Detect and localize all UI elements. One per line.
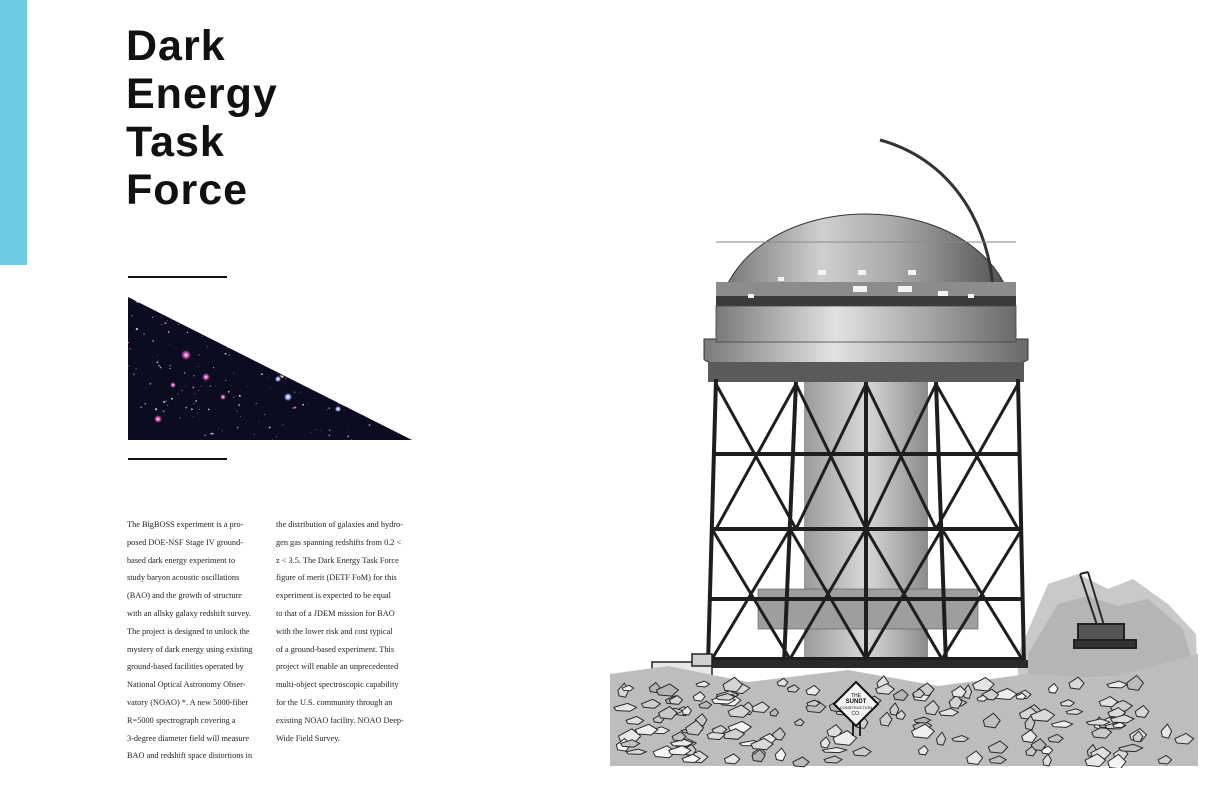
body-column-1 bbox=[127, 516, 265, 765]
body-line: R=5000 spectrograph covering a bbox=[127, 715, 236, 725]
body-line: (BAO) and the growth of structure bbox=[127, 591, 242, 601]
body-line: project will enable an unprecedented bbox=[276, 662, 399, 672]
body-line: Wide Field Survey. bbox=[276, 733, 340, 743]
body-line: 3-degree diameter field will measure bbox=[127, 733, 250, 743]
sign-line-2: SUNDT bbox=[845, 699, 867, 705]
divider-top bbox=[128, 276, 227, 278]
body-line: mystery of dark energy using existing bbox=[127, 644, 253, 654]
title-line-1: Dark bbox=[126, 22, 226, 70]
body-line: ground-based facilities operated by bbox=[127, 662, 244, 672]
body-line: with an allsky galaxy redshift survey. bbox=[127, 608, 251, 618]
divider-bottom bbox=[128, 458, 227, 460]
body-line: The project is designed to unlock the bbox=[127, 626, 250, 636]
body-line: to that of a JDEM mission for BAO bbox=[276, 608, 395, 618]
page-title bbox=[126, 22, 278, 214]
body-line: experiment is expected to be equal bbox=[276, 591, 391, 601]
title-line-2: Energy bbox=[126, 70, 278, 118]
body-line: existing NOAO facility. NOAO Deep- bbox=[276, 715, 404, 725]
body-line: the distribution of galaxies and hydro- bbox=[276, 520, 403, 529]
body-line: study baryon acoustic oscillations bbox=[127, 573, 240, 583]
body-line: based dark energy experiment to bbox=[127, 555, 236, 565]
body-line: of a ground-based experiment. This bbox=[276, 644, 395, 654]
body-line: z < 3.5. The Dark Energy Task Force bbox=[276, 555, 399, 565]
body-line: figure of merit (DETF FoM) for this bbox=[276, 573, 397, 583]
body-line: BAO and redshift space distortions in bbox=[127, 751, 253, 761]
body-line: gen gas spanning redshifts from 0.2 < bbox=[276, 537, 402, 547]
accent-bar bbox=[0, 0, 27, 265]
body-line: posed DOE-NSF Stage IV ground- bbox=[127, 537, 243, 547]
body-column-2 bbox=[276, 516, 414, 747]
observatory-dome bbox=[704, 140, 1028, 382]
telescope-photo bbox=[608, 134, 1200, 768]
sign-line-3: CONSTRUCTION bbox=[839, 705, 873, 710]
title-line-4: Force bbox=[126, 166, 249, 214]
body-line: The BigBOSS experiment is a pro- bbox=[127, 520, 244, 529]
body-line: for the U.S. community through an bbox=[276, 697, 393, 707]
title-line-3: Task bbox=[126, 118, 225, 166]
body-line: multi-object spectroscopic capability bbox=[276, 680, 399, 690]
support-structure bbox=[704, 379, 1028, 668]
galaxy-field-image bbox=[128, 297, 412, 441]
body-line: National Optical Astronomy Obser- bbox=[127, 680, 246, 690]
sign-line-1: THE bbox=[851, 693, 861, 699]
body-line: vatory (NOAO) *. A new 5000-fiber bbox=[127, 697, 249, 707]
sign-line-4: CO. bbox=[851, 711, 861, 717]
body-line: with the lower risk and cost typical bbox=[276, 626, 393, 636]
